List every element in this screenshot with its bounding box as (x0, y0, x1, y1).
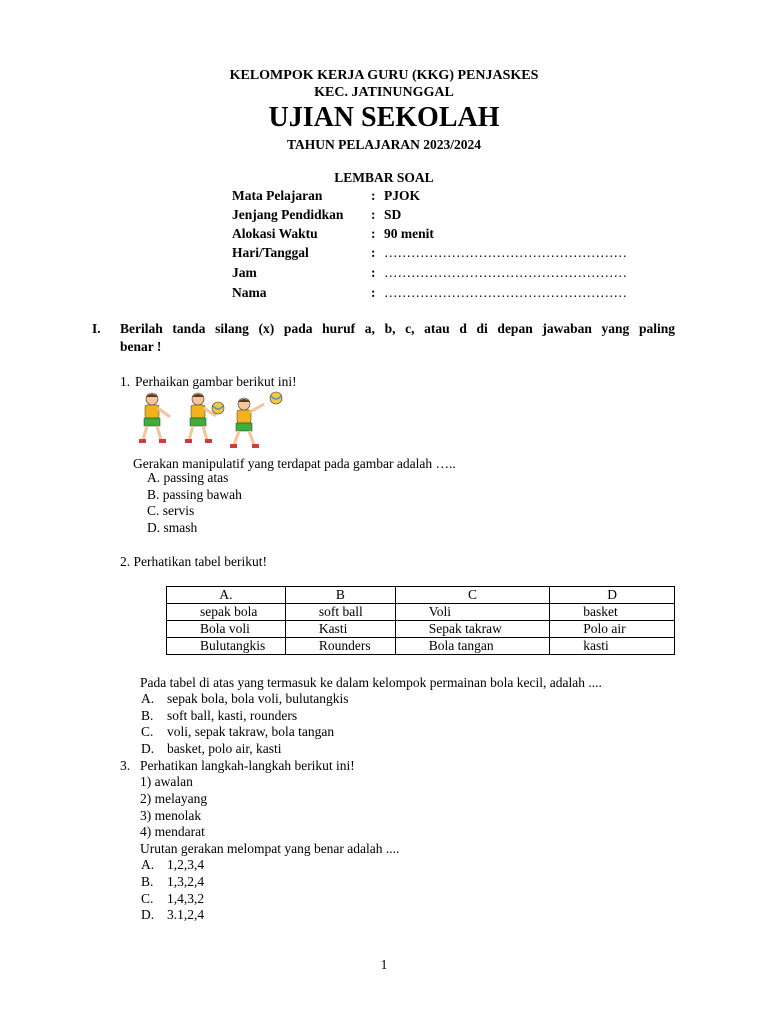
table-cell: kasti (550, 638, 675, 655)
info-label: Jam (232, 265, 257, 280)
q1-option-a: A. passing atas (147, 470, 229, 485)
option-text: 3.1,2,4 (167, 907, 205, 922)
info-label: Jenjang Pendidkan (232, 207, 344, 222)
table-header-row (167, 587, 675, 604)
info-colon: : (371, 207, 376, 222)
q1-question: Gerakan manipulatif yang terdapat pada gambar adalah ….. (133, 456, 456, 471)
option-letter: A. (141, 857, 155, 872)
table-cell: sepak bola (167, 604, 286, 621)
option-letter: B. (141, 708, 154, 723)
q3-step: 1) awalan (140, 774, 193, 789)
table-row (167, 638, 675, 655)
option-letter: B. (141, 874, 154, 889)
table-cell: basket (550, 604, 675, 621)
table-row (167, 621, 675, 638)
info-colon: : (371, 245, 376, 260)
info-label: Alokasi Waktu (232, 226, 318, 241)
table-cell: Kasti (285, 621, 395, 638)
option-letter: C. (141, 891, 154, 906)
page-title: UJIAN SEKOLAH (268, 102, 500, 133)
option-text: soft ball, kasti, rounders (167, 708, 298, 723)
sports-table (166, 586, 675, 655)
table-cell: Voli (395, 604, 550, 621)
table-cell: Bulutangkis (167, 638, 286, 655)
info-colon: : (371, 265, 376, 280)
option-letter: D. (141, 907, 155, 922)
info-colon: : (371, 188, 376, 203)
option-text: voli, sepak takraw, bola tangan (167, 724, 335, 739)
q3-number: 3. (120, 758, 131, 773)
table-header-cell: A. (167, 587, 286, 604)
volleyball-passing-illustration (138, 390, 286, 452)
q3-step: 2) melayang (140, 791, 208, 806)
table-cell: soft ball (285, 604, 395, 621)
player-figure (185, 393, 224, 443)
info-colon: : (371, 226, 376, 241)
info-label: Hari/Tanggal (232, 245, 309, 260)
option-text: basket, polo air, kasti (167, 741, 282, 756)
player-figure (139, 393, 170, 443)
info-value-blank: ……………………………………………… (384, 245, 627, 260)
q3-question: Urutan gerakan melompat yang benar adalah .... (140, 841, 400, 856)
q1-option-d: D. smash (147, 520, 198, 535)
info-value-blank: ……………………………………………… (384, 265, 627, 280)
q3-prompt: Perhatikan langkah-langkah berikut ini! (140, 758, 355, 773)
q1-number: 1. (120, 374, 131, 389)
option-text: 1,2,3,4 (167, 857, 205, 872)
info-value: 90 menit (384, 226, 434, 241)
header-org: KELOMPOK KERJA GURU (KKG) PENJASKES (229, 68, 539, 83)
table-row (167, 604, 675, 621)
q2-question: Pada tabel di atas yang termasuk ke dalam kelompok permainan bola kecil, adalah .... (140, 675, 602, 690)
q1-prompt: Perhaikan gambar berikut ini! (135, 374, 297, 389)
option-text: 1,3,2,4 (167, 874, 205, 889)
sheet-title: LEMBAR SOAL (334, 170, 434, 185)
table-cell: Sepak takraw (395, 621, 550, 638)
option-letter: A. (141, 691, 155, 706)
table-cell: Polo air (550, 621, 675, 638)
section-instruction-line1: Berilah tanda silang (x) pada huruf a, b, c, atau d di depan jawaban yang paling (120, 321, 675, 336)
table-header-cell: B (285, 587, 395, 604)
table-cell: Bola tangan (395, 638, 550, 655)
info-label: Mata Pelajaran (232, 188, 323, 203)
info-label: Nama (232, 285, 267, 300)
page-number: 1 (380, 957, 388, 972)
option-letter: D. (141, 741, 155, 756)
info-colon: : (371, 285, 376, 300)
table-cell: Rounders (285, 638, 395, 655)
header-district: KEC. JATINUNGGAL (314, 85, 454, 100)
q1-option-c: C. servis (147, 503, 195, 518)
player-figure (230, 392, 282, 448)
q3-step: 4) mendarat (140, 824, 205, 839)
table-cell: Bola voli (167, 621, 286, 638)
section-instruction-line2: benar ! (120, 339, 162, 354)
q3-step: 3) menolak (140, 808, 202, 823)
option-text: 1,4,3,2 (167, 891, 205, 906)
info-value: SD (384, 207, 402, 222)
header-year: TAHUN PELAJARAN 2023/2024 (286, 137, 481, 152)
info-value: PJOK (384, 188, 420, 203)
section-number: I. (92, 321, 101, 336)
q2-prompt: 2. Perhatikan tabel berikut! (120, 554, 267, 569)
option-letter: C. (141, 724, 154, 739)
table-header-cell: D (550, 587, 675, 604)
info-value-blank: ……………………………………………… (384, 285, 627, 300)
table-header-cell: C (395, 587, 550, 604)
q1-option-b: B. passing bawah (147, 487, 242, 502)
option-text: sepak bola, bola voli, bulutangkis (167, 691, 349, 706)
